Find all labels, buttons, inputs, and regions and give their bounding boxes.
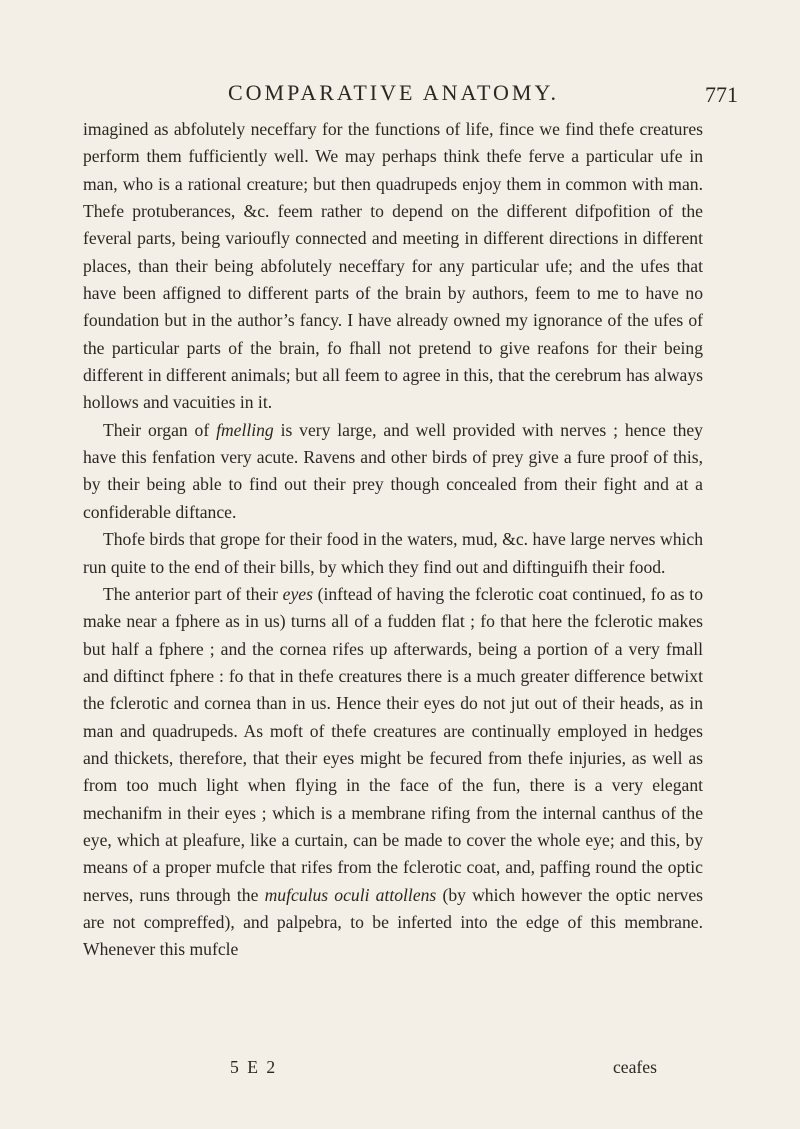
text-segment: Their organ of bbox=[103, 419, 217, 440]
text-segment: (inftead of having the fclerotic coat continued, fo as to make near a fphere as in us) turns all of a fudden flat ; fo that here the fclerotic makes but half a fphere ; and the cornea rifes up afterwards, being a portion of a very fmall and diftinct fphere : fo that in thefe creatures there is a much greater difference betwixt the fclerotic and cornea than in us. Hence their eyes do not jut out of their heads, as in man and quadrupeds. As moft of thefe creatures are continually employed in hedges and thickets, therefore, that their eyes might be fecured from thefe injuries, as well as from too much light when flying in the face of the fun, there is a very elegant mechanifm in their eyes ; which is a membrane rifing from the internal canthus of the eye, which at pleafure, like a curtain, can be made to cover the whole eye; and this, by means of a proper mufcle that rifes from the fclerotic coat, and, paffing round the optic nerves, runs through the bbox=[83, 583, 703, 905]
catchword: ceafes bbox=[613, 1057, 657, 1077]
text-segment: The anterior part of their bbox=[103, 583, 283, 604]
signature-mark: 5 E 2 bbox=[230, 1057, 278, 1077]
text-segment: imagined as abfolutely neceffary for the functions of life, fince we find thefe creatures perform them fufficiently well. We may perhaps think thefe ferve a particular ufe in man, who is a rational creature; but then quadrupeds enjoy them in common with man. Thefe protuberances, &c. feem rather to depend on the different difpofition of the feveral parts, being varioufly connected and meeting in different directions in different places, than their being abfolutely neceffary for any particular ufe; and the ufes that have been affigned to different parts of the brain by authors, feem to me to have no foundation but in the author’s fancy. I have already owned my ignorance of the ufes of the particular parts of the brain, fo fhall not pretend to give reafons for their being different in different animals; but all feem to agree in this, that the cerebrum has always hollows and vacuities in it. bbox=[83, 119, 703, 413]
text-segment: Thofe birds that grope for their food in the waters, mud, &c. have large nerves which run quite to the end of their bills, by which they find out and diftinguifh their food. bbox=[83, 529, 703, 577]
paragraph bbox=[83, 526, 703, 581]
body-text bbox=[83, 116, 703, 964]
paragraph bbox=[83, 581, 703, 964]
text-segment: is very large, and well provided with nerves ; hence they have this fenfation very acute. Ravens and other birds of prey give a fure proof of this, by their being able to find out their prey though concealed from their fight and at a confiderable diftance. bbox=[83, 419, 703, 522]
italic-term: fmelling bbox=[216, 419, 274, 440]
text-segment: (by which however the optic nerves are not compreffed), and palpebra, to be inferted into the edge of this membrane. Whenever this mufcle bbox=[83, 884, 704, 960]
paragraph bbox=[83, 417, 703, 526]
italic-term: mufculus oculi attollens bbox=[264, 884, 437, 905]
running-title: COMPARATIVE ANATOMY. bbox=[228, 80, 559, 105]
page-number: 771 bbox=[705, 82, 738, 107]
italic-term: eyes bbox=[282, 583, 313, 604]
paragraph bbox=[83, 116, 703, 417]
